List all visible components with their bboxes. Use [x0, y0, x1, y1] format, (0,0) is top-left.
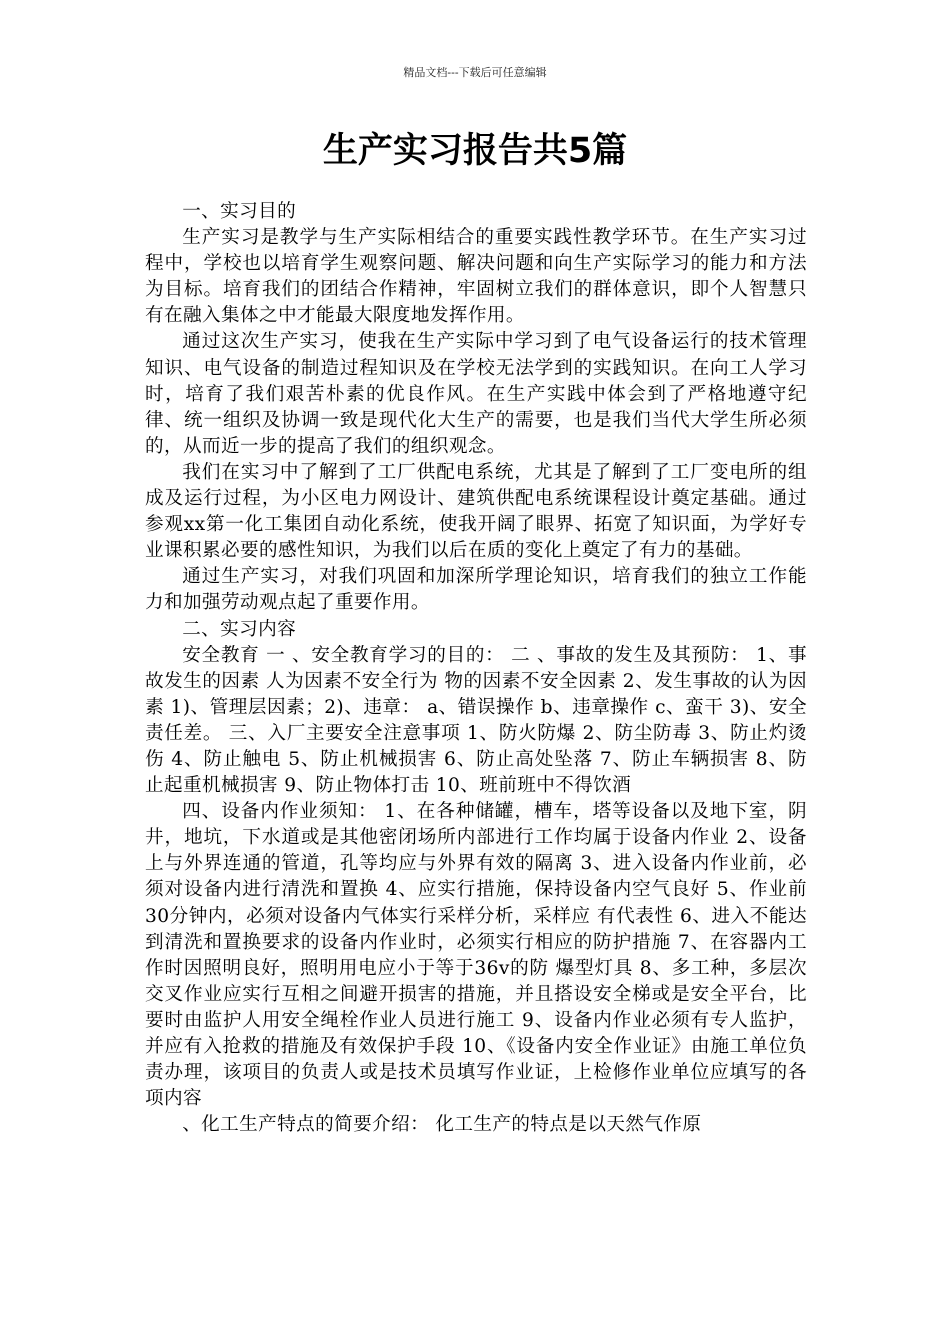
paragraph: 、化工生产特点的简要介绍： 化工生产的特点是以天然气作原	[182, 1114, 702, 1136]
paragraph: 我们在实习中了解到了工厂供配电系统，尤其是了解到了工厂变电所的组成及运行过程，为小区电力网设计、建筑供配电系统课程设计奠定基础。通过参观xx第一化工集团自动化系统，使我开阔了眼界、拓宽了知识面，为学好专业课积累必要的感性知识，为我们以后在质的变化上奠定了有力的基础。	[145, 461, 807, 562]
document-title: 生产实习报告共5篇	[322, 131, 628, 171]
section-heading-purpose: 一、实习目的	[182, 201, 297, 222]
paragraph: 四、设备内作业须知： 1、在各种储罐，槽车，塔等设备以及地下室，阴井，地坑，下水道或是其他密闭场所内部进行工作均属于设备内作业 2、设备上与外界连通的管道，孔等均应与外界有效的隔离 3、进入设备内作业前，必须对设备内进行清洗和置换 4、应实行措施，保持设备内空气良好 5、作业前30分钟内，必须对设备内气体实行采样分析，采样应 有代表性 6、进入不能达到清洗和置换要求的设备内作业时，必须实行相应的防护措施 7、在容器内工作时因照明良好，照明用电应小于等于36v的防 爆型灯具 8、多工种，多层次交叉作业应实行互相之间避开损害的措施，并且搭设安全梯或是安全平台，比要时由监护人用安全绳栓作业人员进行施工 9、设备内作业必须有专人监护，并应有入抢救的措施及有效保护手段 10、《设备内安全作业证》由施工单位负责办理，该项目的负责人或是技术员填写作业证，上检修作业单位应填写的各项内容	[145, 801, 807, 1110]
paragraph: 通过生产实习，对我们巩固和加深所学理论知识，培育我们的独立工作能力和加强劳动观点起了重要作用。	[145, 566, 807, 614]
header-note: 精品文档---下载后可任意编辑	[403, 66, 547, 79]
document-body	[145, 199, 807, 1138]
section-heading-content: 二、实习内容	[182, 618, 297, 640]
paragraph: 通过这次生产实习，使我在生产实际中学习到了电气设备运行的技术管理知识、电气设备的制造过程知识及在学校无法学到的实践知识。在向工人学习时，培育了我们艰苦朴素的优良作风。在生产实践中体会到了严格地遵守纪律、统一组织及协调一致是现代化大生产的需要，也是我们当代大学生所必须的，从而近一步的提高了我们的组织观念。	[145, 331, 807, 457]
paragraph: 生产实习是教学与生产实际相结合的重要实践性教学环节。在生产实习过程中，学校也以培育学生观察问题、解决问题和向生产实际学习的能力和方法为目标。培育我们的团结合作精神，牢固树立我们的群体意识，即个人智慧只有在融入集体之中才能最大限度地发挥作用。	[145, 227, 807, 327]
paragraph: 安全教育 一 、安全教育学习的目的： 二 、事故的发生及其预防： 1、事故发生的因素 人为因素不安全行为 物的因素不安全因素 2、发生事故的认为因素 1)、管理层因素；2)、违章： a、错误操作 b、违章操作 c、蛮干 3)、安全责任差。 三、入厂主要安全注意事项 1、防火防爆 2、防尘防毒 3、防止灼烫伤 4、防止触电 5、防止机械损害 6、防止高处坠落 7、防止车辆损害 8、防止起重机械损害 9、防止物体打击 10、班前班中不得饮酒	[145, 644, 807, 797]
